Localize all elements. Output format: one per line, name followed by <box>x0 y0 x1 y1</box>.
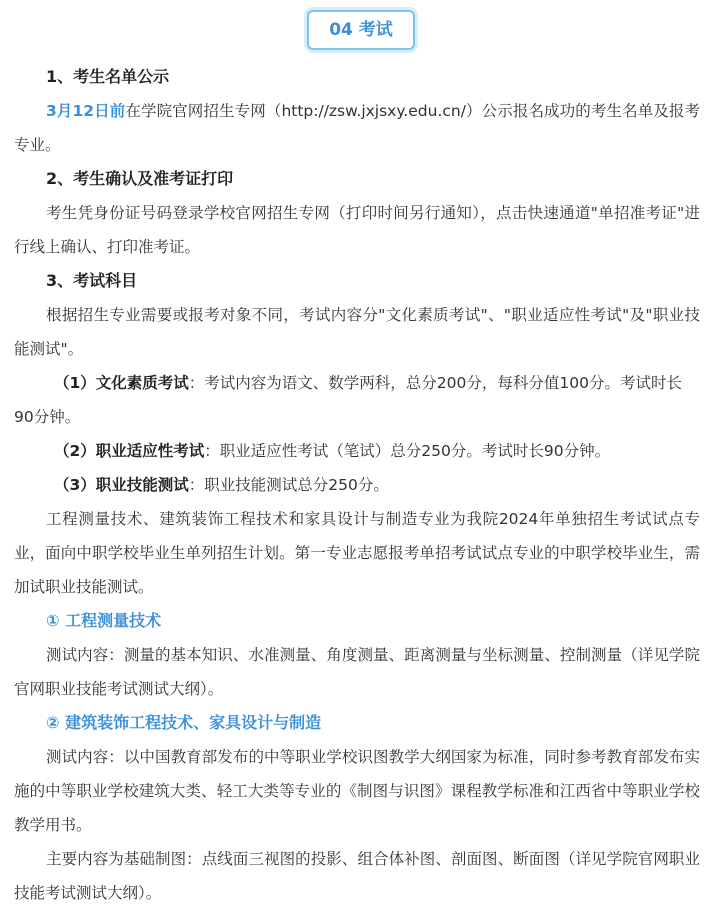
paragraph-main-content: 主要内容为基础制图：点线面三视图的投影、组合体补图、剖面图、断面图（详见学院官网职业技能考试测试大纲）。 <box>14 850 700 902</box>
section-badge: 04 考试 <box>307 10 415 50</box>
major-heading-decoration-furniture: ② 建筑装饰工程技术、家具设计与制造 <box>46 713 322 732</box>
exam-item-culture-label: （1）文化素质考试 <box>54 374 189 392</box>
section-heading-exam-subjects: 3、考试科目 <box>46 271 138 290</box>
section-heading-roster: 1、考生名单公示 <box>46 67 170 86</box>
exam-item-skill <box>14 468 700 502</box>
exam-item-skill-label: （3）职业技能测试 <box>54 476 189 494</box>
exam-item-aptitude <box>14 434 700 468</box>
roster-date: 3月12日前 <box>46 102 126 120</box>
exam-item-culture-text: ：考试内容为语文、数学两科，总分200分，每科分值100分。考试时长90分钟。 <box>14 374 682 426</box>
paragraph-pilot-majors: 工程测量技术、建筑装饰工程技术和家具设计与制造专业为我院2024年单独招生考试试点专业，面向中职学校毕业生单列招生计划。第一专业志愿报考单招考试试点专业的中职学校毕业生，需加试职业技能测试。 <box>14 510 700 596</box>
paragraph-exam-intro: 根据招生专业需要或报考对象不同，考试内容分"文化素质考试"、"职业适应性考试"及"职业技能测试"。 <box>14 306 700 358</box>
exam-item-aptitude-label: （2）职业适应性考试 <box>54 442 205 460</box>
paragraph-surveying: 测试内容：测量的基本知识、水准测量、角度测量、距离测量与坐标测量、控制测量（详见学院官网职业技能考试测试大纲）。 <box>14 646 700 698</box>
roster-text: 在学院官网招生专网（http://zsw.jxjsxy.edu.cn/）公示报名成功的考生名单及报考专业。 <box>14 102 701 154</box>
paragraph-roster <box>14 94 700 162</box>
exam-item-skill-text: ：职业技能测试总分250分。 <box>188 476 389 494</box>
major-heading-surveying: ① 工程测量技术 <box>46 611 162 630</box>
paragraph-admission-ticket: 考生凭身份证号码登录学校官网招生专网（打印时间另行通知），点击快速通道"单招准考证"进行线上确认、打印准考证。 <box>14 204 700 256</box>
article-content <box>14 60 700 910</box>
paragraph-decoration-furniture: 测试内容：以中国教育部发布的中等职业学校识图教学大纲国家为标准，同时参考教育部发布实施的中等职业学校建筑大类、轻工大类等专业的《制图与识图》课程教学标准和江西省中等职业学校教学用书。 <box>14 748 700 834</box>
exam-item-culture <box>14 366 700 434</box>
section-badge-wrap <box>0 10 722 50</box>
exam-item-aptitude-text: ：职业适应性考试（笔试）总分250分。考试时长90分钟。 <box>204 442 611 460</box>
section-heading-admission-ticket: 2、考生确认及准考证打印 <box>46 169 234 188</box>
